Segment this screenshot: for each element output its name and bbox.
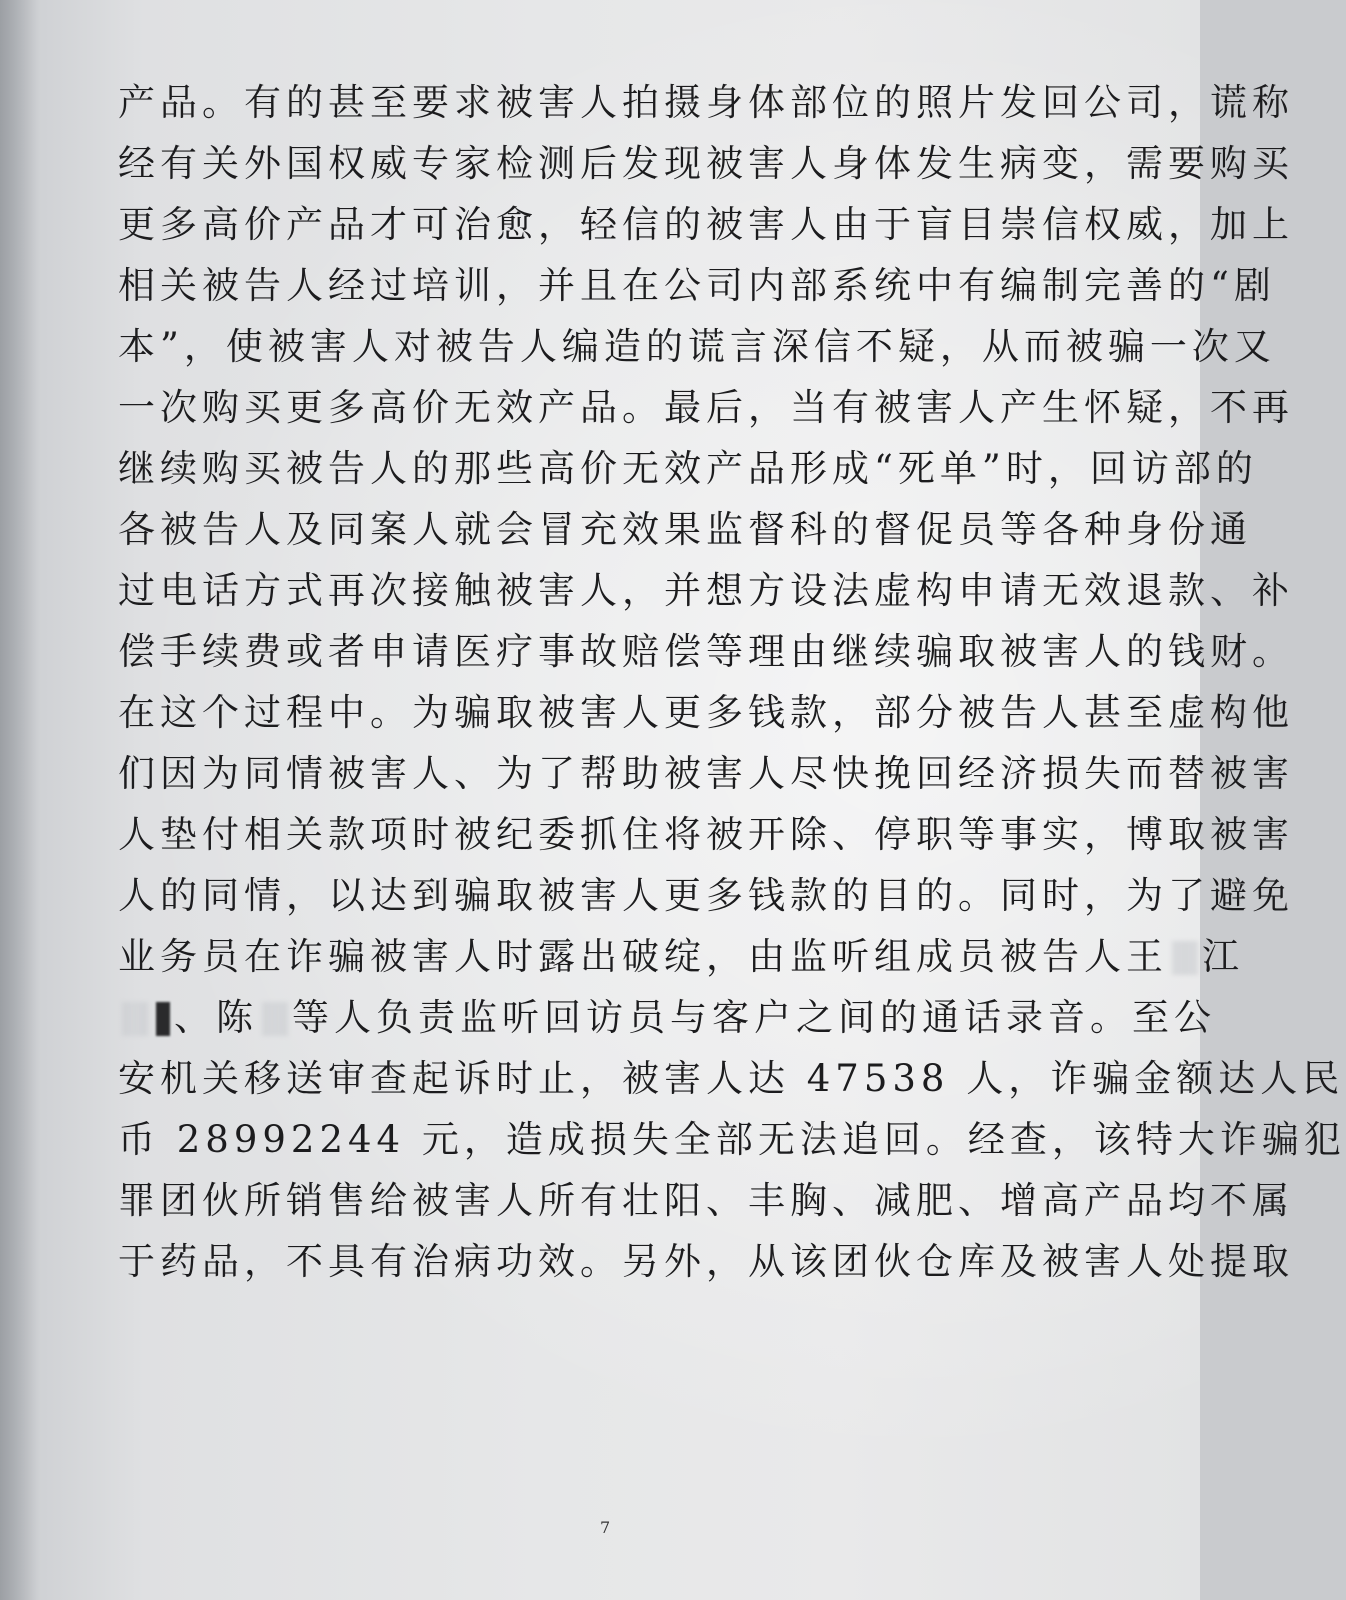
document-body xyxy=(118,72,1346,1292)
text-line: 偿手续费或者申请医疗事故赔偿等理由继续骗取被害人的钱财。 xyxy=(118,630,1294,673)
redaction-mark xyxy=(156,1002,170,1036)
text-line: 本”，使被害人对被告人编造的谎言深信不疑，从而被骗一次又 xyxy=(118,325,1276,368)
text-line: 过电话方式再次接触被害人，并想方设法虚构申请无效退款、补 xyxy=(118,569,1294,612)
line-segment: 业务员在诈骗被害人时露出破绽，由监听组成员被告人王 xyxy=(118,935,1168,978)
text-line: 各被告人及同案人就会冒充效果监督科的督促员等各种身份通 xyxy=(118,508,1252,551)
text-line: 一次购买更多高价无效产品。最后，当有被害人产生怀疑，不再 xyxy=(118,386,1294,429)
line-segment: 等人负责监听回访员与客户之间的通话录音。至公 xyxy=(292,996,1216,1039)
text-line: 安机关移送审查起诉时止，被害人达 47538 人，诈骗金额达人民 xyxy=(118,1057,1345,1100)
text-line-redacted xyxy=(118,926,1244,987)
text-line: 人垫付相关款项时被纪委抓住将被开除、停职等事实，博取被害 xyxy=(118,813,1294,856)
text-line: 在这个过程中。为骗取被害人更多钱款，部分被告人甚至虚构他 xyxy=(118,691,1294,734)
line-segment: 、陈 xyxy=(174,996,258,1039)
text-line: 继续购买被告人的那些高价无效产品形成“死单”时，回访部的 xyxy=(118,447,1258,490)
line-segment: 江 xyxy=(1202,935,1244,978)
text-line: 相关被告人经过培训，并且在公司内部系统中有编制完善的“剧 xyxy=(118,264,1276,307)
text-line: 人的同情，以达到骗取被害人更多钱款的目的。同时，为了避免 xyxy=(118,874,1294,917)
text-line: 更多高价产品才可治愈，轻信的被害人由于盲目崇信权威，加上 xyxy=(118,203,1294,246)
text-line: 们因为同情被害人、为了帮助被害人尽快挽回经济损失而替被害 xyxy=(118,752,1294,795)
text-line: 于药品，不具有治病功效。另外，从该团伙仓库及被害人处提取 xyxy=(118,1240,1294,1283)
text-line-redacted xyxy=(118,987,1216,1048)
text-line: 币 28992244 元，造成损失全部无法追回。经查，该特大诈骗犯 xyxy=(118,1118,1346,1161)
text-line: 产品。有的甚至要求被害人拍摄身体部位的照片发回公司，谎称 xyxy=(118,81,1294,124)
page-number: 7 xyxy=(600,1518,611,1537)
redaction-blur xyxy=(262,1002,288,1036)
redaction-blur xyxy=(122,1002,148,1036)
page-edge-shadow xyxy=(0,0,40,1600)
text-line: 罪团伙所销售给被害人所有壮阳、丰胸、减肥、增高产品均不属 xyxy=(118,1179,1294,1222)
text-line: 经有关外国权威专家检测后发现被害人身体发生病变，需要购买 xyxy=(118,142,1294,185)
redaction-blur xyxy=(1172,941,1198,975)
